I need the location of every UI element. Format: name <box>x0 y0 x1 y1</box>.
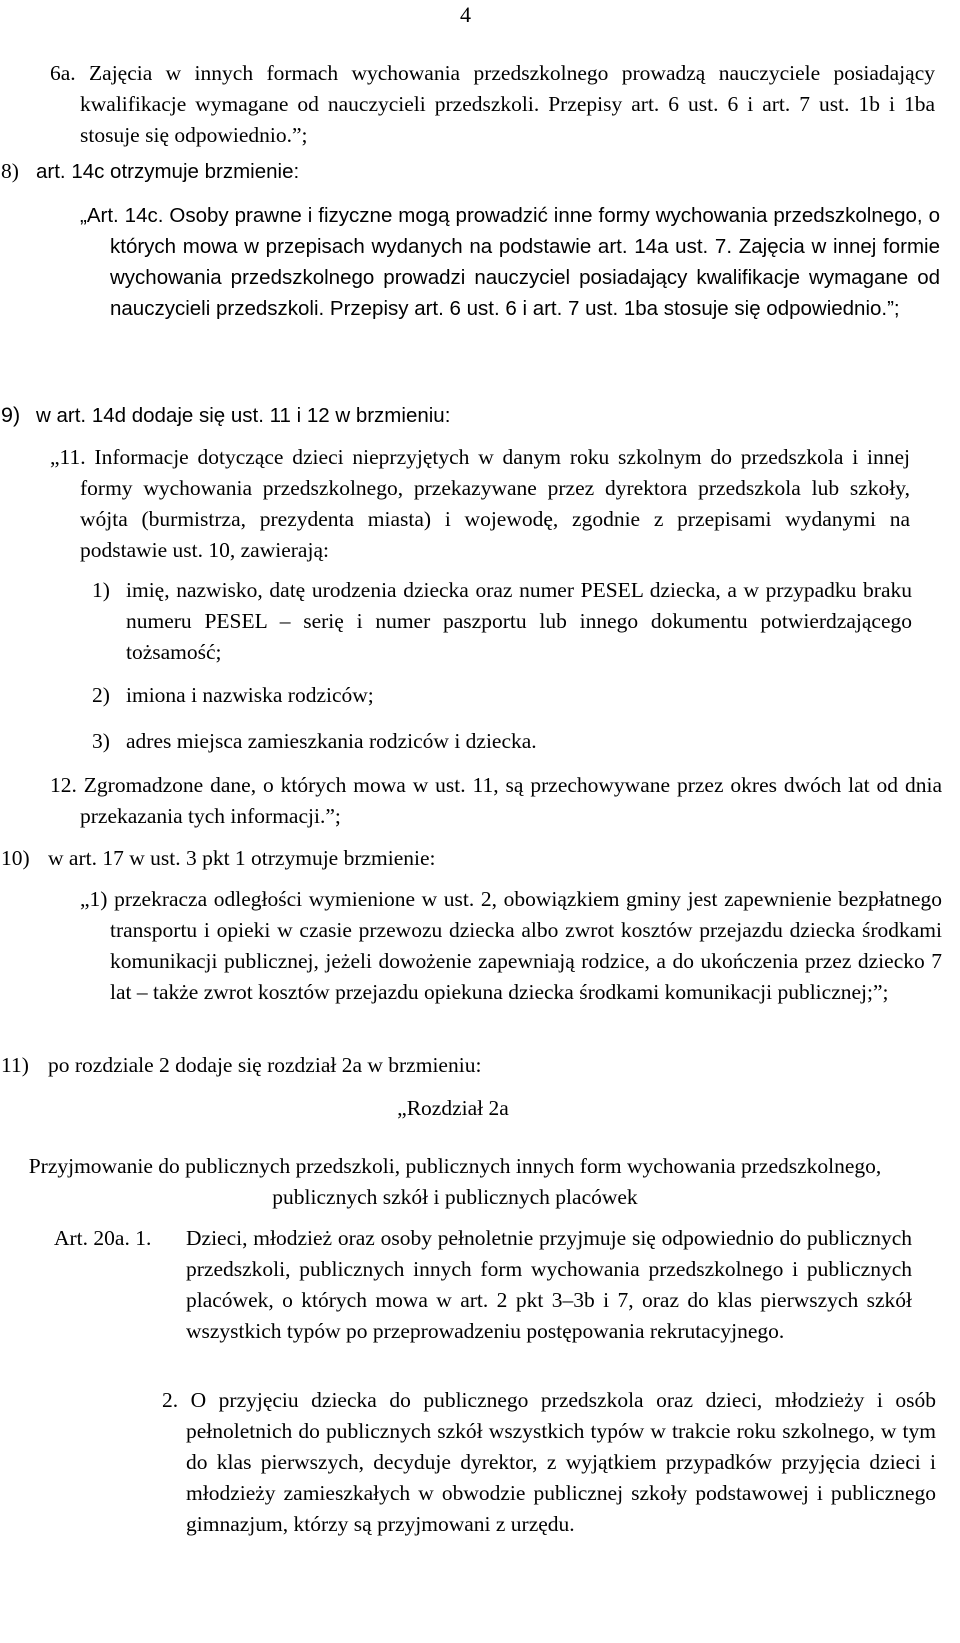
item-10-text: w art. 17 w ust. 3 pkt 1 otrzymuje brzmienie: <box>48 846 436 870</box>
item-11-text: po rozdziale 2 dodaje się rozdział 2a w brzmieniu: <box>48 1053 482 1077</box>
ust-11-point-3-label: 3) <box>92 729 110 753</box>
item-11-label: 11) <box>1 1053 29 1077</box>
item-8-text: art. 14c otrzymuje brzmienie: <box>36 160 300 183</box>
pkt-1-text: „1) przekracza odległości wymienione w ust. 2, obowiązkiem gminy jest zapewnienie bezpłatnego transportu i opieki w czasie przewozu dziecka albo zwrot kosztów przejazdu dziecka środkami komunikacji publicznej, jeżeli dowożenie zapewniają rodzice, a do ukończenia przez dziecko 7 lat – także zwrot kosztów przejazdu opiekuna dziecka środkami komunikacji publicznej;”; <box>80 887 942 1004</box>
item-10-label: 10) <box>1 846 30 870</box>
ust-11-point-1-text: imię, nazwisko, datę urodzenia dziecka oraz numer PESEL dziecka, a w przypadku braku numeru PESEL – serię i numer paszportu lub innego dokumentu potwierdzającego tożsamość; <box>126 578 912 664</box>
art-20a-ust-1-text: Dzieci, młodzież oraz osoby pełnoletnie przyjmuje się odpowiednio do publicznych przedszkoli, publicznych innych form wychowania przedszkolnego i publicznych placówek, o których mowa w art. 2 pkt 3–3b i 7, oraz do klas pierwszych szkół wszystkich typów po przeprowadzeniu postępowania rekrutacyjnego. <box>186 1226 912 1343</box>
paragraph-6a: 6a. Zajęcia w innych formach wychowania przedszkolnego prowadzą nauczyciele posiadający kwalifikacje wymagane od nauczycieli przedszkoli. Przepisy art. 6 ust. 6 i art. 7 ust. 1b i 1ba stosuje się odpowiednio.”; <box>50 61 935 147</box>
art-20a-ust-2-text: 2. O przyjęciu dziecka do publicznego przedszkola oraz dzieci, młodzieży i osób pełnoletnich do publicznych szkół wszystkich typów w trakcie roku szkolnego, w tym do klas pierwszych, decyduje dyrektor, z wyjątkiem przypadków przyjęcia dzieci i młodzieży zamieszkałych w obwodzie publicznej szkoły podstawowej i publicznego gimnazjum, którzy są przyjmowani z urzędu. <box>162 1388 936 1536</box>
page-number: 4 <box>460 2 471 27</box>
ust-11-point-2-label: 2) <box>92 683 110 707</box>
item-9-label: 9) <box>1 403 21 427</box>
art-20a-label: Art. 20a. 1. <box>54 1226 152 1250</box>
ust-12-text: 12. Zgromadzone dane, o których mowa w ust. 11, są przechowywane przez okres dwóch lat od dnia przekazania tych informacji.”; <box>50 773 942 828</box>
chapter-title: Przyjmowanie do publicznych przedszkoli, publicznych innych form wychowania przedszkolnego, publicznych szkół i publicznych placówek <box>28 1154 882 1209</box>
ust-11-point-3-text: adres miejsca zamieszkania rodziców i dziecka. <box>126 729 537 753</box>
ust-11-text: „11. Informacje dotyczące dzieci nieprzyjętych w danym roku szkolnym do przedszkola i innej formy wychowania przedszkolnego, przekazywane przez dyrektora przedszkola lub szkoły, wójta (burmistrza, prezydenta miasta) i wojewodę, zgodnie z przepisami wydanymi na podstawie ust. 10, zawierają: <box>50 445 910 562</box>
ust-11-point-1-label: 1) <box>92 578 110 602</box>
chapter-heading: „Rozdział 2a <box>397 1096 509 1120</box>
art-14c-text: „Art. 14c. Osoby prawne i fizyczne mogą prowadzić inne formy wychowania przedszkolnego, o których mowa w przepisach wydanych na podstawie art. 14a ust. 7. Zajęcia w innej formie wychowania przedszkolnego prowadzi nauczyciel posiadający kwalifikacje wymagane od nauczycieli przedszkoli. Przepisy art. 6 ust. 6 i art. 7 ust. 1ba stosuje się odpowiednio.”; <box>80 204 940 320</box>
item-8-label: 8) <box>1 159 19 183</box>
ust-11-point-2-text: imiona i nazwiska rodziców; <box>126 683 374 707</box>
item-9-text: w art. 14d dodaje się ust. 11 i 12 w brzmieniu: <box>36 404 451 427</box>
